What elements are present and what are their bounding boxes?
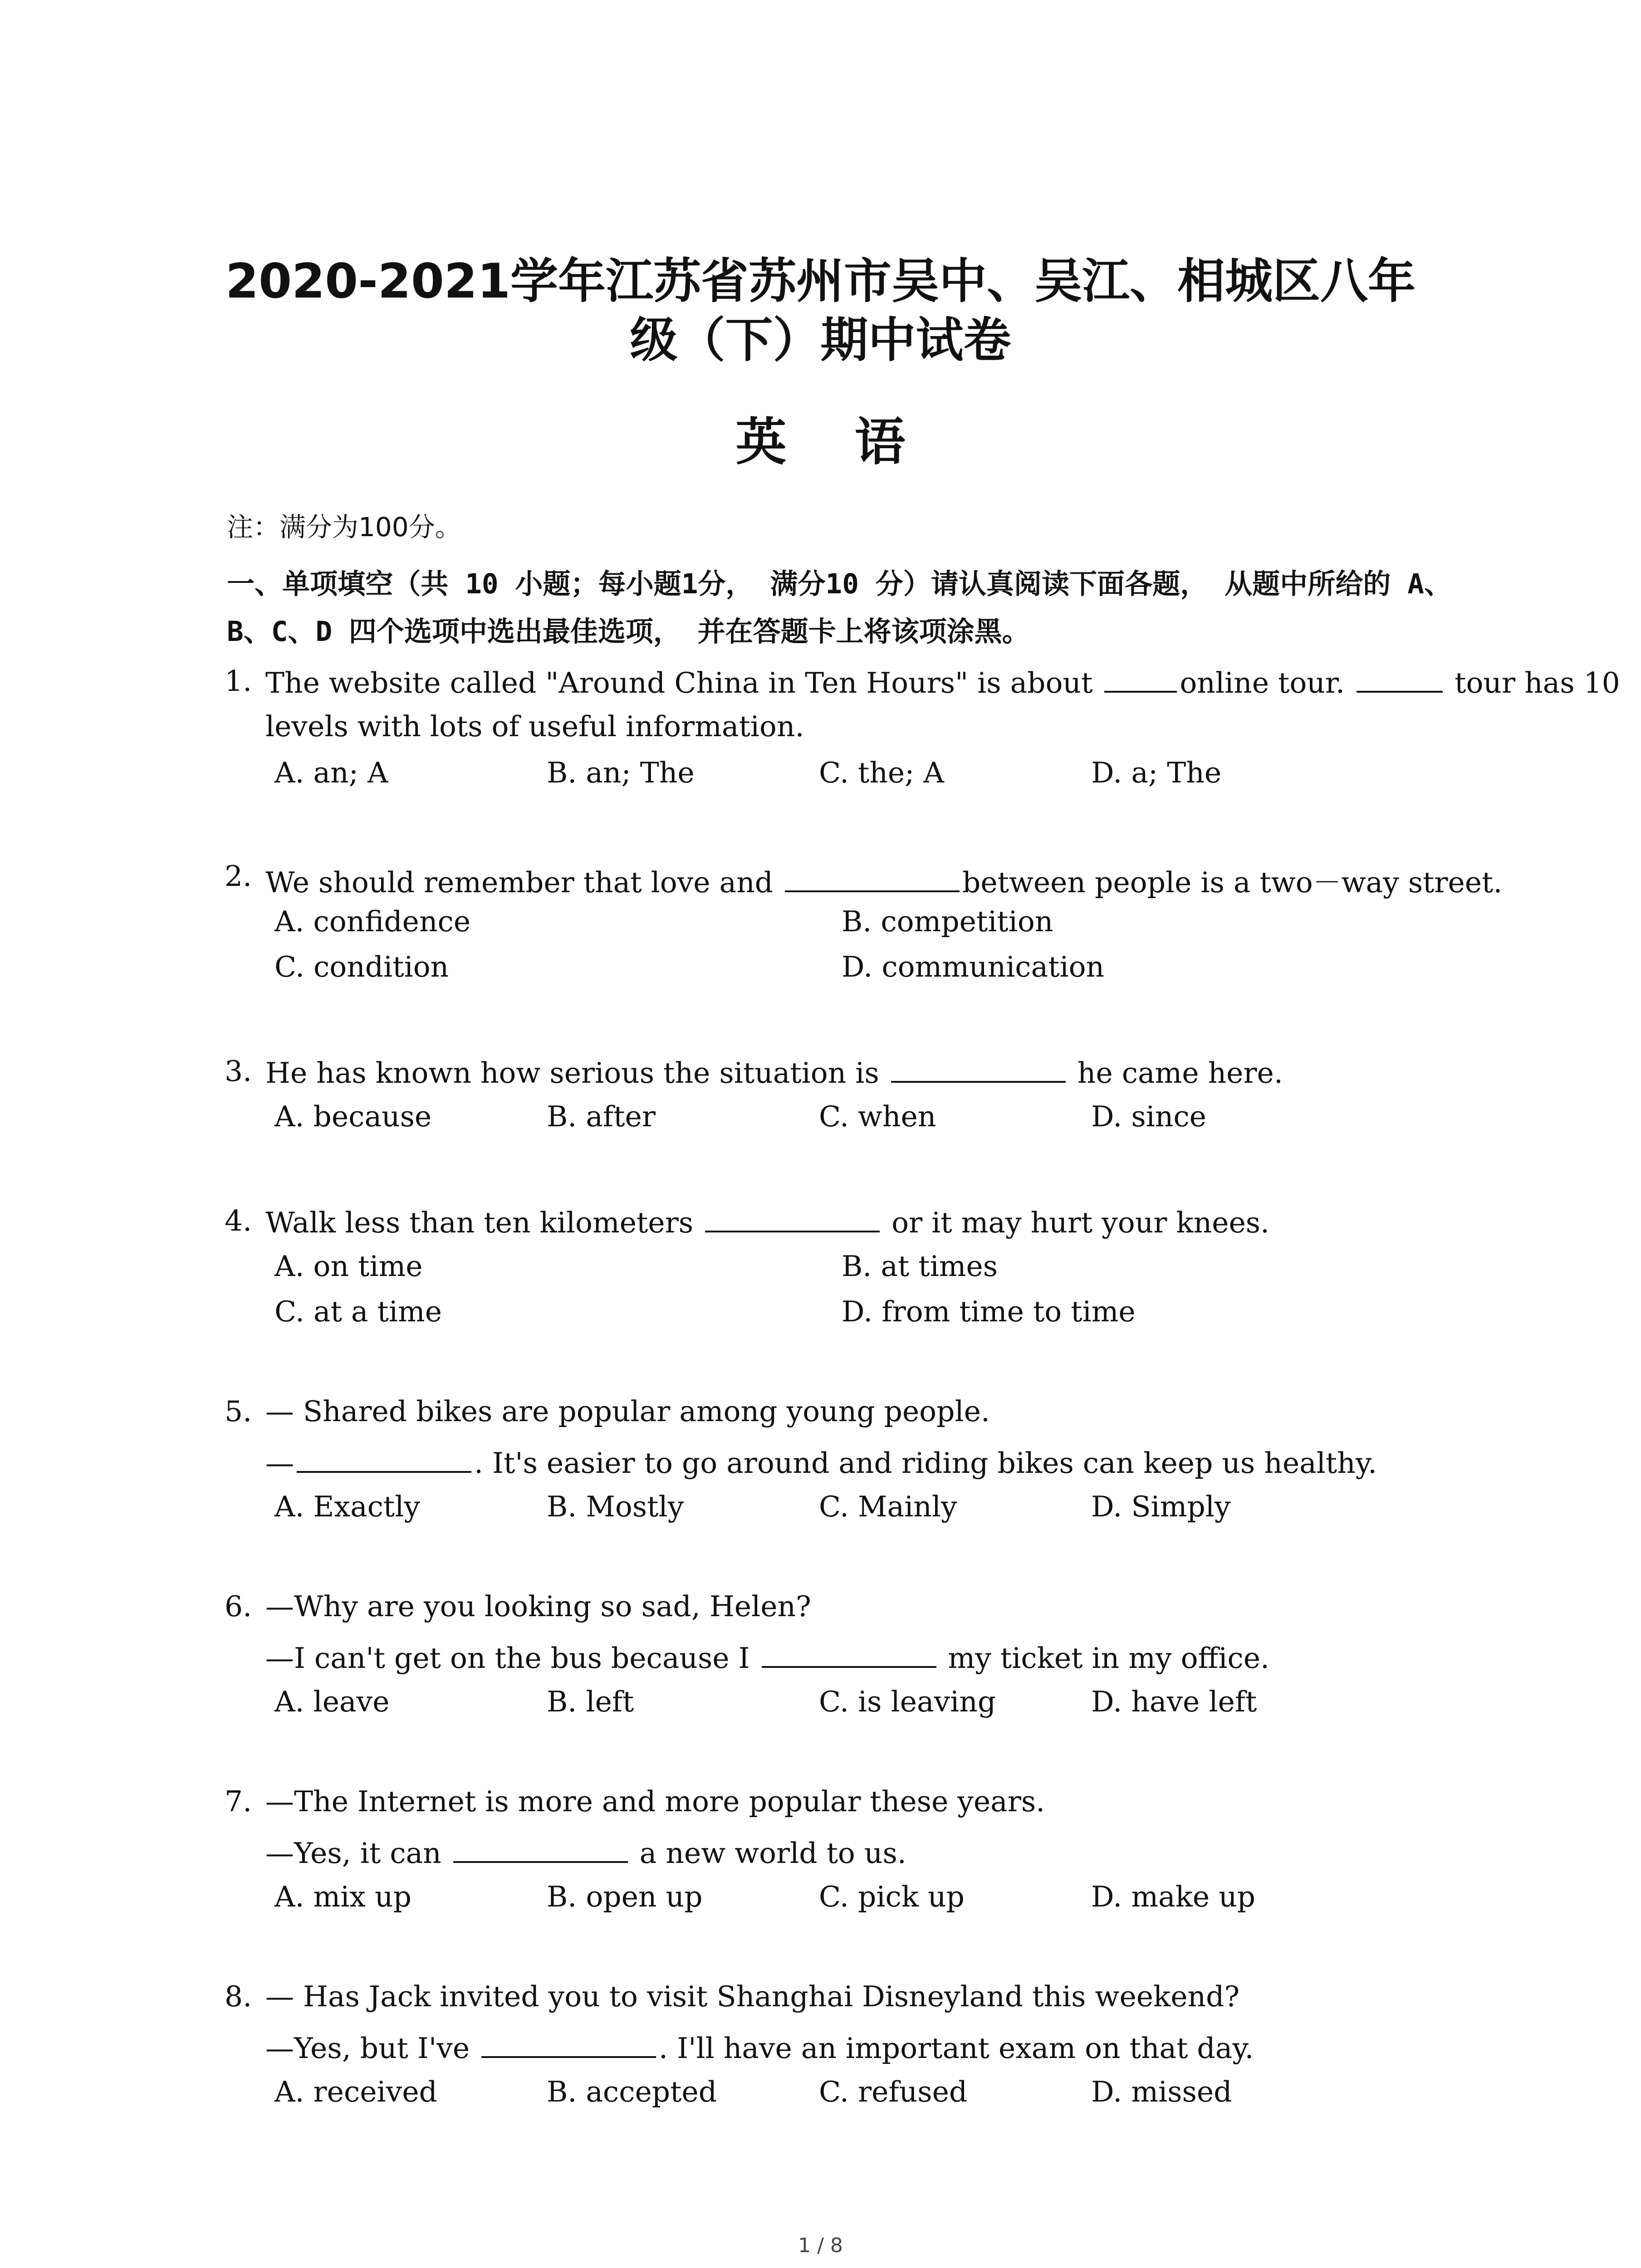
option-b: B. open up xyxy=(547,1880,703,1913)
answer-blank xyxy=(785,864,960,892)
answer-blank xyxy=(453,1835,628,1863)
stem-text: tour has 10 xyxy=(1445,666,1620,699)
option-a: A. because xyxy=(274,1100,432,1133)
question-number: 2. xyxy=(225,860,252,893)
question-stem-response xyxy=(265,2030,1254,2065)
stem-text: between people is a two－way street. xyxy=(962,866,1503,899)
question-stem xyxy=(265,665,1620,699)
question-stem-response xyxy=(265,1445,1377,1480)
option-b: B. after xyxy=(547,1100,656,1133)
option-a: A. an; A xyxy=(274,756,388,789)
stem-text: Walk less than ten kilometers xyxy=(265,1206,703,1239)
option-d: D. since xyxy=(1091,1100,1206,1133)
question-number: 7. xyxy=(225,1785,252,1818)
page-title xyxy=(0,252,1641,370)
answer-blank xyxy=(1357,665,1443,693)
option-a: A. received xyxy=(274,2075,437,2108)
question-number: 3. xyxy=(225,1055,252,1088)
option-d: D. make up xyxy=(1091,1880,1256,1913)
option-a: A. on time xyxy=(274,1250,423,1283)
option-a: A. confidence xyxy=(274,905,471,938)
question-stem-response xyxy=(265,1640,1269,1675)
option-d: D. missed xyxy=(1091,2075,1232,2108)
question-stem xyxy=(265,860,1502,901)
option-a: A. leave xyxy=(274,1685,390,1718)
option-b: B. Mostly xyxy=(547,1490,684,1523)
stem-text: —I can't get on the bus because I xyxy=(265,1642,759,1675)
option-c: C. pick up xyxy=(819,1880,965,1913)
section-header: 一、单项填空（共 10 小题；每小题1分， 满分10 分）请认真阅读下面各题， 从题中所给的 A、B、C、D 四个选项中选出最佳选项， 并在答题卡上将该项涂黑。 xyxy=(227,568,1452,648)
question-number: 5. xyxy=(225,1395,252,1428)
stem-text: a new world to us. xyxy=(630,1837,906,1870)
question-number: 8. xyxy=(225,1980,252,2013)
subject-heading: 英语 xyxy=(735,413,974,472)
question-stem-response xyxy=(265,1835,906,1870)
option-b: B. accepted xyxy=(547,2075,717,2108)
question-stem-continued: levels with lots of useful information. xyxy=(265,710,804,743)
question-number: 1. xyxy=(225,665,252,698)
option-d: D. have left xyxy=(1091,1685,1257,1718)
question-number: 4. xyxy=(225,1204,252,1237)
question-number: 6. xyxy=(225,1590,252,1623)
option-b: B. at times xyxy=(842,1250,998,1283)
stem-text: The website called "Around China in Ten Hours" is about xyxy=(265,666,1102,699)
score-note: 注：满分为100分。 xyxy=(227,512,461,543)
question-stem: — Shared bikes are popular among young people. xyxy=(265,1395,990,1428)
stem-text: —Yes, it can xyxy=(265,1837,451,1870)
question-stem xyxy=(265,1204,1269,1239)
stem-text: He has known how serious the situation is xyxy=(265,1056,888,1090)
page-number: 1 / 8 xyxy=(798,2234,843,2257)
stem-text: . I'll have an important exam on that day. xyxy=(659,2032,1254,2065)
answer-blank xyxy=(762,1640,936,1668)
option-d: D. a; The xyxy=(1091,756,1222,789)
answer-blank xyxy=(705,1204,880,1232)
option-c: C. when xyxy=(819,1100,936,1133)
question-stem: —Why are you looking so sad, Helen? xyxy=(265,1590,811,1623)
answer-blank xyxy=(481,2030,656,2058)
option-b: B. competition xyxy=(842,905,1053,938)
stem-text: We should remember that love and xyxy=(265,866,783,899)
question-stem: —The Internet is more and more popular these years. xyxy=(265,1785,1045,1818)
answer-blank xyxy=(1104,665,1177,693)
title-line-1: 2020-2021学年江苏省苏州市吴中、吴江、相城区八年 xyxy=(225,254,1416,309)
stem-text: he came here. xyxy=(1068,1056,1283,1090)
option-c: C. at a time xyxy=(274,1295,442,1328)
option-a: A. mix up xyxy=(274,1880,411,1913)
answer-blank xyxy=(297,1445,471,1473)
title-line-2: 级（下）期中试卷 xyxy=(630,313,1011,368)
question-stem: — Has Jack invited you to visit Shanghai Disneyland this weekend? xyxy=(265,1980,1240,2013)
option-c: C. Mainly xyxy=(819,1490,957,1523)
stem-text: or it may hurt your knees. xyxy=(882,1206,1270,1239)
stem-text: my ticket in my office. xyxy=(939,1642,1269,1675)
option-d: D. from time to time xyxy=(842,1295,1136,1328)
option-c: C. condition xyxy=(274,950,449,983)
stem-text: —Yes, but I've xyxy=(265,2032,479,2065)
option-b: B. left xyxy=(547,1685,634,1718)
stem-text: online tour. xyxy=(1180,666,1354,699)
option-c: C. is leaving xyxy=(819,1685,996,1718)
option-c: C. refused xyxy=(819,2075,968,2108)
stem-text: — xyxy=(265,1447,294,1480)
stem-text: . It's easier to go around and riding bikes can keep us healthy. xyxy=(474,1447,1377,1480)
answer-blank xyxy=(891,1055,1066,1083)
option-a: A. Exactly xyxy=(274,1490,420,1523)
option-d: D. communication xyxy=(842,950,1105,983)
option-b: B. an; The xyxy=(547,756,695,789)
option-c: C. the; A xyxy=(819,756,944,789)
option-d: D. Simply xyxy=(1091,1490,1231,1523)
question-stem xyxy=(265,1055,1283,1090)
